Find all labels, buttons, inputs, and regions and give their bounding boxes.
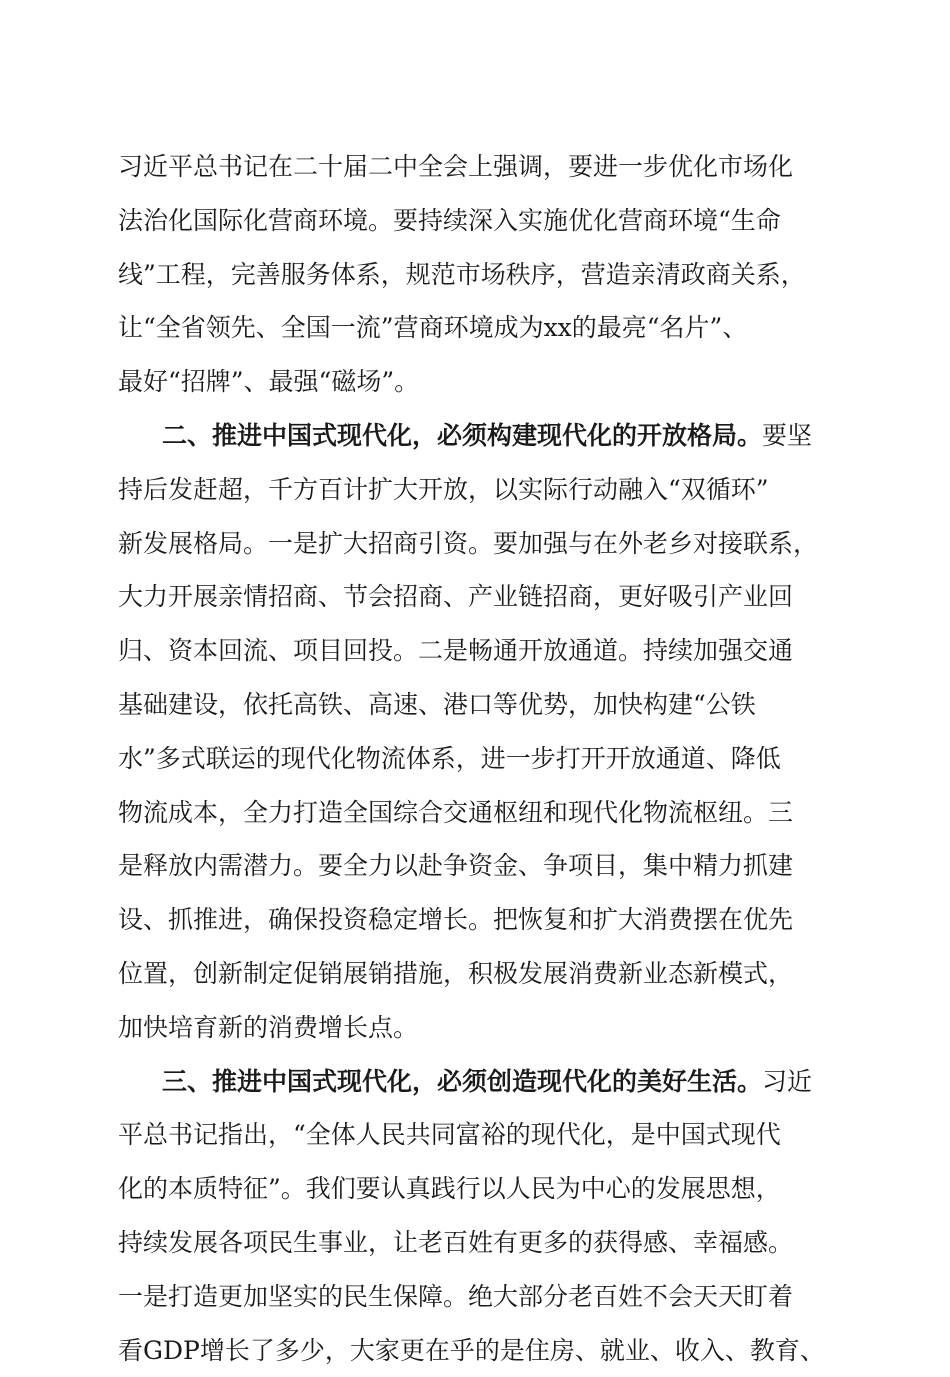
text-run: 要坚 [762,420,813,450]
text-line: 基础建设，依托高铁、高速、港口等优势，加快构建“公铁 [118,689,756,719]
paragraph-first-line [118,1055,838,1109]
text-line: 加快培育新的消费增长点。 [118,1012,419,1042]
text-line: 持续发展各项民生事业，让老百姓有更多的获得感、幸福感。 [118,1227,794,1257]
section-heading: 二、推进中国式现代化，必须构建现代化的开放格局。 [162,420,763,450]
text-line: 物流成本，全力打造全国综合交通枢纽和现代化物流枢纽。三 [118,797,794,827]
text-run: 习近 [762,1066,813,1096]
text-line: 水”多式联运的现代化物流体系，进一步打开开放通道、降低 [118,743,781,773]
text-line: 大力开展亲情招商、节会招商、产业链招商，更好吸引产业回 [118,582,794,612]
document-body [118,140,838,1377]
paragraph-first-line [118,409,838,463]
text-line: 是释放内需潜力。要全力以赴争资金、争项目，集中精力抓建 [118,851,794,881]
section-heading: 三、推进中国式现代化，必须创造现代化的美好生活。 [162,1066,763,1096]
text-line: 归、资本回流、项目回投。二是畅通开放通道。持续加强交通 [118,636,794,666]
text-line: 持后发赶超，千方百计扩大开放，以实际行动融入“双循环” [118,474,769,504]
text-line: 习近平总书记在二十届二中全会上强调，要进一步优化市场化 [118,152,794,181]
text-line: 看GDP增长了多少，大家更在乎的是住房、就业、收入、教育、 [118,1335,825,1365]
text-line: 化的本质特征”。我们要认真践行以人民为中心的发展思想， [118,1174,781,1204]
text-line: 平总书记指出，“全体人民共同富裕的现代化，是中国式现代 [118,1120,781,1150]
text-line: 让“全省领先、全国一流”营商环境成为xx的最亮“名片”、 [118,313,748,343]
text-line: 新发展格局。一是扩大招商引资。要加强与在外老乡对接联系， [118,528,819,558]
text-line: 一是打造更加坚实的民生保障。绝大部分老百姓不会天天盯着 [118,1281,794,1311]
text-line: 法治化国际化营商环境。要持续深入实施优化营商环境“生命 [118,205,781,235]
text-line: 位置，创新制定促销展销措施，积极发展消费新业态新模式， [118,958,794,988]
text-line: 线”工程，完善服务体系，规范市场秩序，营造亲清政商关系， [118,259,806,289]
text-line: 最好“招牌”、最强“磁场”。 [118,367,420,397]
text-line: 设、抓推进，确保投资稳定增长。把恢复和扩大消费摆在优先 [118,905,794,935]
